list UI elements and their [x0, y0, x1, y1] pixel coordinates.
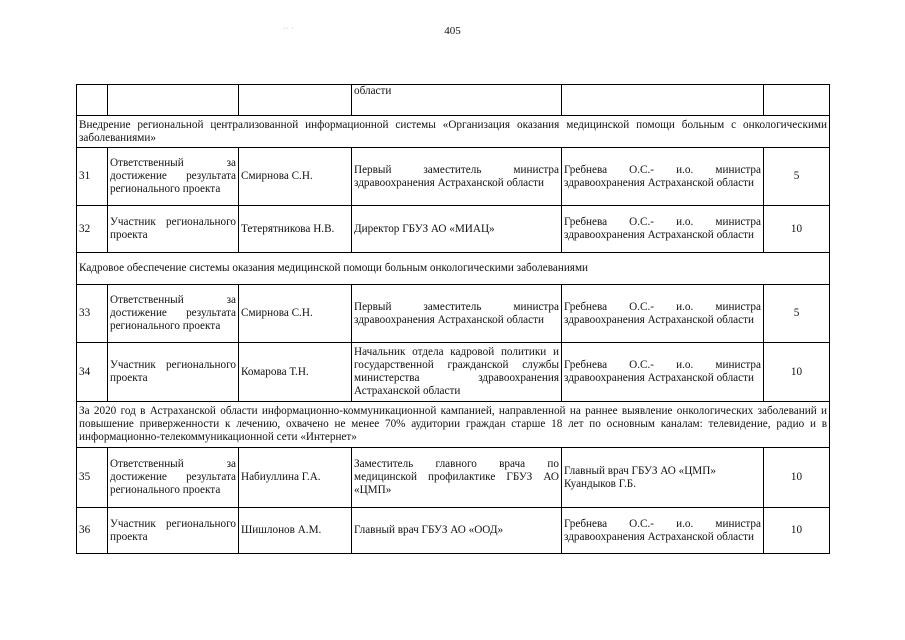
name-cell: Комарова Т.Н. — [239, 343, 352, 402]
section-header-row — [77, 253, 830, 285]
row-number: 33 — [77, 285, 108, 343]
row-number: 32 — [77, 206, 108, 253]
role-cell: Ответственный за достижение результата регионального проекта — [108, 148, 239, 206]
position-cell: Первый заместитель министра здравоохранения Астраханской области — [352, 148, 562, 206]
name-cell: Набиуллина Г.А. — [239, 448, 352, 508]
table-row — [77, 85, 830, 116]
role-cell: Участник регионального проекта — [108, 343, 239, 402]
section-title: Кадровое обеспечение системы оказания медицинской помощи больным онкологическими заболеваниями — [77, 253, 830, 285]
row-number: 36 — [77, 508, 108, 554]
position-cell: Начальник отдела кадровой политики и государственной гражданской службы министерства здравоохранения Астраханской области — [352, 343, 562, 402]
value-cell — [764, 85, 830, 116]
position-cell: Главный врач ГБУЗ АО «ООД» — [352, 508, 562, 554]
supervisor-cell: Гребнева О.С.- и.о. министра здравоохранения Астраханской области — [562, 343, 764, 402]
value-cell: 10 — [764, 206, 830, 253]
role-cell: Участник регионального проекта — [108, 206, 239, 253]
position-cell: Первый заместитель министра здравоохранения Астраханской области — [352, 285, 562, 343]
role-cell — [108, 85, 239, 116]
supervisor-cell — [562, 85, 764, 116]
row-number: 35 — [77, 448, 108, 508]
position-cell: Директор ГБУЗ АО «МИАЦ» — [352, 206, 562, 253]
value-cell: 10 — [764, 508, 830, 554]
supervisor-cell: Гребнева О.С.- и.о. министра здравоохранения Астраханской области — [562, 206, 764, 253]
page-number: 405 — [444, 25, 461, 37]
table-row — [77, 148, 830, 206]
section-header-row — [77, 402, 830, 448]
value-cell: 5 — [764, 285, 830, 343]
role-cell: Ответственный за достижение результата регионального проекта — [108, 285, 239, 343]
table-row — [77, 343, 830, 402]
name-cell — [239, 85, 352, 116]
value-cell: 5 — [764, 148, 830, 206]
table-row — [77, 206, 830, 253]
role-cell: Участник регионального проекта — [108, 508, 239, 554]
name-cell: Смирнова С.Н. — [239, 285, 352, 343]
name-cell: Шишлонов А.М. — [239, 508, 352, 554]
section-title: За 2020 год в Астраханской области информационно-коммуникационной кампанией, направленной на раннее выявление онкологических заболеваний и повышение приверженности к лечению, охвачено не менее 70% аудитории граждан старше 18 лет по основным каналам: телевидение, радио и в информационно-телекоммуникационной сети «Интернет» — [77, 402, 830, 448]
responsibility-table — [76, 84, 830, 554]
role-cell: Ответственный за достижение результата регионального проекта — [108, 448, 239, 508]
supervisor-cell: Гребнева О.С.- и.о. министра здравоохранения Астраханской области — [562, 285, 764, 343]
table-row — [77, 285, 830, 343]
scan-specks: ·· · — [283, 26, 295, 32]
supervisor-cell: Гребнева О.С.- и.о. министра здравоохранения Астраханской области — [562, 508, 764, 554]
row-number: 34 — [77, 343, 108, 402]
position-cell: Заместитель главного врача по медицинской профилактике ГБУЗ АО «ЦМП» — [352, 448, 562, 508]
position-cell: области — [352, 85, 562, 116]
name-cell: Смирнова С.Н. — [239, 148, 352, 206]
section-title: Внедрение региональной централизованной информационной системы «Организация оказания медицинской помощи больным с онкологическими заболеваниями» — [77, 116, 830, 148]
name-cell: Тетерятникова Н.В. — [239, 206, 352, 253]
table-row — [77, 508, 830, 554]
row-number: 31 — [77, 148, 108, 206]
row-number-cell — [77, 85, 108, 116]
supervisor-cell: Гребнева О.С.- и.о. министра здравоохранения Астраханской области — [562, 148, 764, 206]
supervisor-cell: Главный врач ГБУЗ АО «ЦМП» Куандыков Г.Б. — [562, 448, 764, 508]
value-cell: 10 — [764, 448, 830, 508]
section-header-row — [77, 116, 830, 148]
table-row — [77, 448, 830, 508]
value-cell: 10 — [764, 343, 830, 402]
